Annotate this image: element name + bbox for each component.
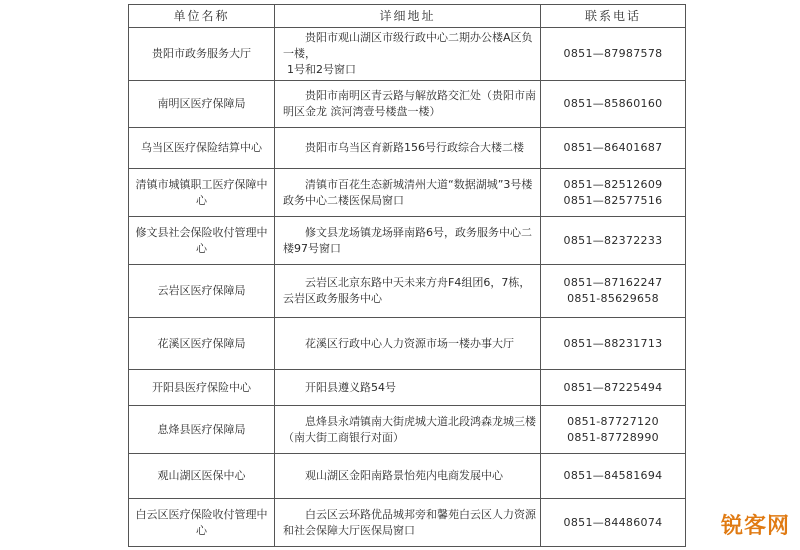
address-line: 云岩区北京东路中天未来方舟F4组团6，7栋，云岩区政务服务中心	[283, 276, 531, 305]
address-cell	[275, 169, 541, 217]
phone-cell	[541, 28, 686, 81]
unit-name-cell: 花溪区医疗保障局	[129, 318, 275, 370]
phone-number: 0851—82577516	[563, 193, 663, 207]
table-row	[129, 454, 686, 499]
address-line: 开阳县遵义路54号	[305, 380, 396, 394]
phone-cell	[541, 499, 686, 547]
unit-name-cell: 白云区医疗保险收付管理中心	[129, 499, 275, 547]
table-row	[129, 265, 686, 318]
unit-name-cell: 观山湖区医保中心	[129, 454, 275, 499]
phone-number: 0851—87987578	[563, 47, 663, 60]
address-cell	[275, 406, 541, 454]
header-phone: 联系电话	[541, 5, 686, 28]
contact-table-container	[128, 4, 685, 547]
phone-number: 0851—88231713	[563, 336, 663, 350]
address-line: 息烽县永靖镇南大街虎城大道北段鸿森龙城三楼（南大街工商银行对面）	[283, 414, 536, 444]
address-line: 白云区云环路优品城邦旁和馨苑白云区人力资源和社会保障大厅医保局窗口	[283, 507, 536, 537]
unit-name-cell: 清镇市城镇职工医疗保障中心	[129, 169, 275, 217]
address-line: 1号和2号窗口	[287, 63, 356, 76]
unit-name-cell: 息烽县医疗保障局	[129, 406, 275, 454]
unit-name-cell: 开阳县医疗保险中心	[129, 370, 275, 406]
address-line: 贵阳市观山湖区市级行政中心二期办公楼A区负一楼，	[283, 31, 533, 60]
phone-cell	[541, 81, 686, 128]
phone-number: 0851-87728990	[567, 430, 659, 444]
phone-cell	[541, 406, 686, 454]
table-row	[129, 370, 686, 406]
phone-cell	[541, 265, 686, 318]
phone-number: 0851—82512609	[563, 177, 663, 191]
phone-cell	[541, 217, 686, 265]
phone-cell	[541, 169, 686, 217]
phone-number: 0851-85629658	[567, 292, 659, 305]
address-line: 清镇市百花生态新城清州大道“数据湖城”3号楼政务中心二楼医保局窗口	[283, 177, 533, 207]
address-cell	[275, 28, 541, 81]
unit-name-cell: 云岩区医疗保障局	[129, 265, 275, 318]
table-row	[129, 128, 686, 169]
phone-number: 0851—82372233	[563, 233, 663, 247]
phone-number: 0851—87162247	[563, 276, 663, 289]
table-row	[129, 318, 686, 370]
phone-number: 0851-87727120	[567, 414, 659, 428]
unit-name-cell: 南明区医疗保障局	[129, 81, 275, 128]
table-row	[129, 81, 686, 128]
address-cell	[275, 318, 541, 370]
address-cell	[275, 81, 541, 128]
address-cell	[275, 454, 541, 499]
header-unit-name: 单位名称	[129, 5, 275, 28]
address-cell	[275, 217, 541, 265]
address-line: 观山湖区金阳南路景怡苑内电商发展中心	[305, 469, 503, 482]
unit-name-cell: 乌当区医疗保险结算中心	[129, 128, 275, 169]
phone-number: 0851—86401687	[563, 141, 663, 154]
phone-number: 0851—84486074	[563, 515, 663, 529]
phone-number: 0851—87225494	[563, 380, 663, 394]
address-line: 修文县龙场镇龙场驿南路6号，政务服务中心二楼97号窗口	[283, 225, 532, 255]
unit-name-cell: 修文县社会保险收付管理中心	[129, 217, 275, 265]
phone-cell	[541, 318, 686, 370]
phone-cell	[541, 370, 686, 406]
table-row	[129, 406, 686, 454]
address-line: 贵阳市南明区青云路与解放路交汇处（贵阳市南明区金龙 滨河湾壹号楼盘一楼）	[283, 89, 536, 118]
address-line: 花溪区行政中心人力资源市场一楼办事大厅	[305, 336, 514, 350]
address-cell	[275, 499, 541, 547]
watermark-logo: 锐客网	[720, 514, 790, 539]
table-row	[129, 169, 686, 217]
address-cell	[275, 265, 541, 318]
phone-cell	[541, 128, 686, 169]
phone-number: 0851—84581694	[563, 469, 663, 482]
header-address: 详细地址	[275, 5, 541, 28]
contact-table	[128, 4, 686, 547]
table-row	[129, 28, 686, 81]
phone-cell	[541, 454, 686, 499]
table-row	[129, 499, 686, 547]
unit-name-cell: 贵阳市政务服务大厅	[129, 28, 275, 81]
table-row	[129, 217, 686, 265]
phone-number: 0851—85860160	[563, 97, 663, 110]
address-line: 贵阳市乌当区育新路156号行政综合大楼二楼	[305, 141, 524, 154]
table-header-row	[129, 5, 686, 28]
address-cell	[275, 128, 541, 169]
address-cell	[275, 370, 541, 406]
